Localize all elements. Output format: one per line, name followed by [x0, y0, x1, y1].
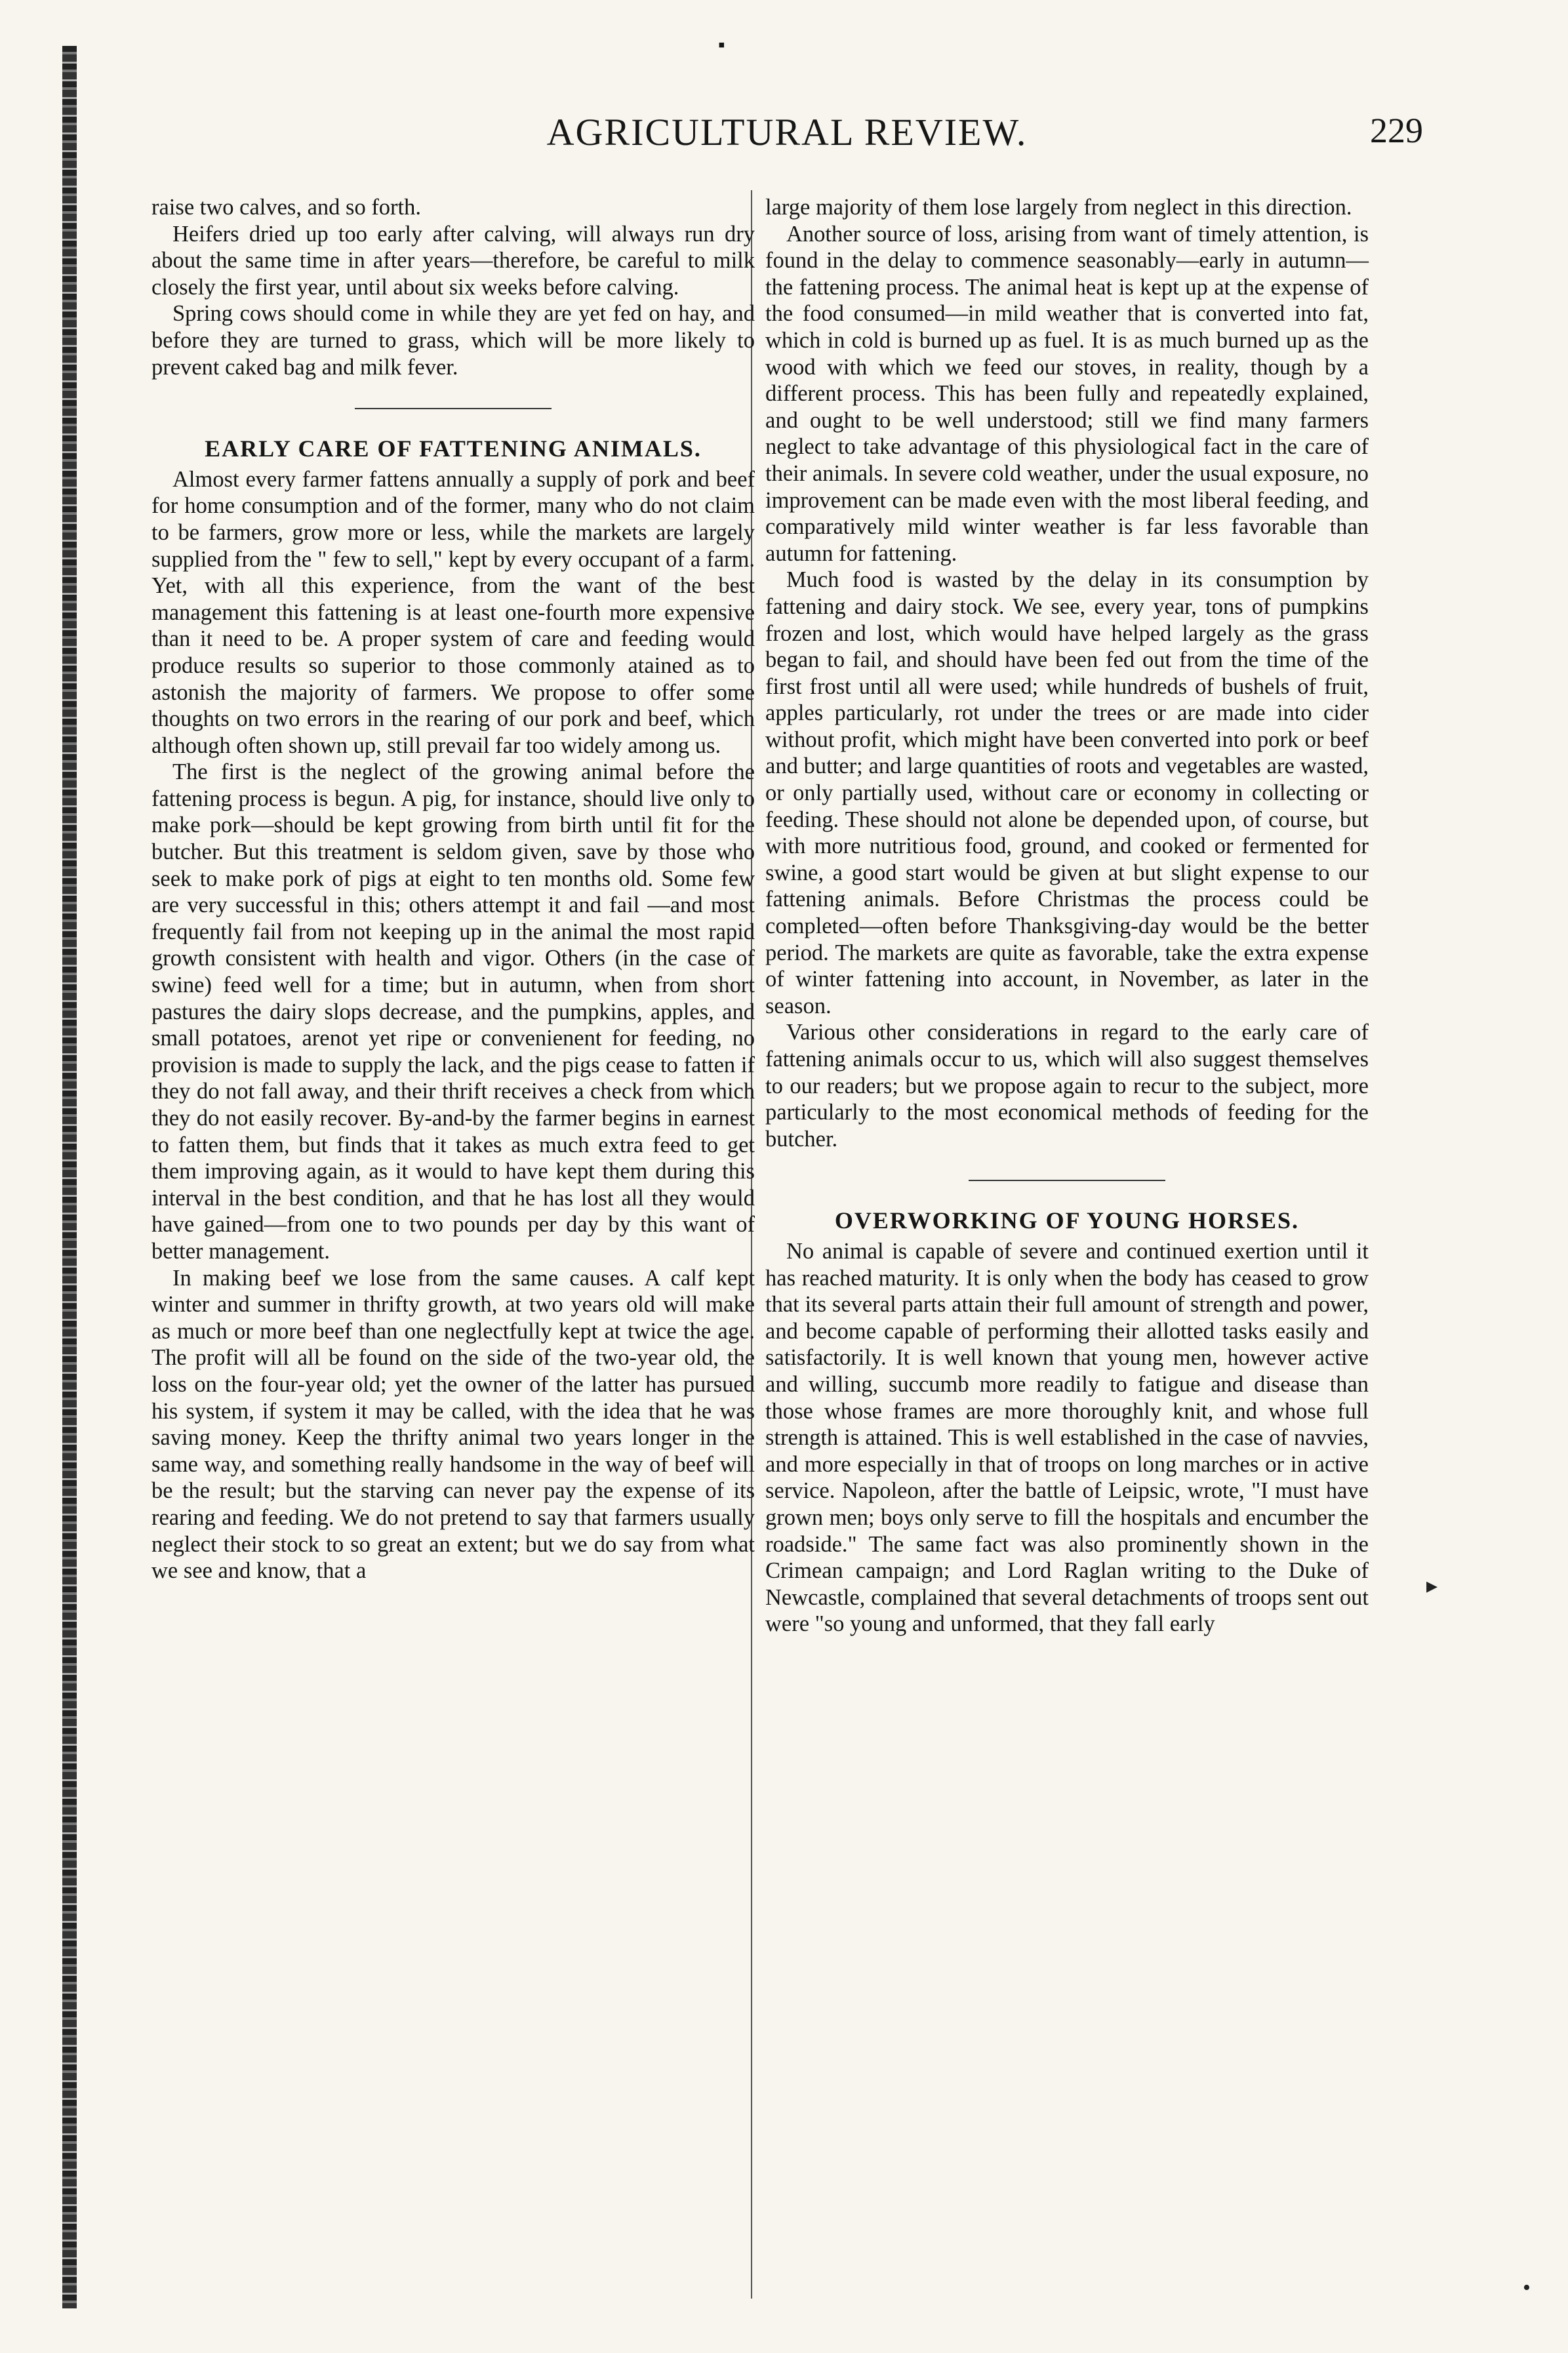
paragraph: Almost every farmer fattens annually a supply of pork and beef for home consumption and of the former, many who do not claim to be farmers, grow more or less, while the markets are largely supplied from the " few to sell," kept by every occupant of a farm. Yet, with all this experience, from the want of the best management this fattening is at least one-fourth more expensive than it need to be. A proper system of care and feeding would produce results so superior to those commonly atained as to astonish the majority of farmers. We propose to offer some thoughts on two errors in the rearing of our pork and beef, which although often shown up, still prevail far too widely among us. — [151, 466, 755, 758]
section-heading-fattening: EARLY CARE OF FATTENING ANIMALS. — [205, 435, 702, 462]
running-title: AGRICULTURAL REVIEW. — [546, 111, 1028, 153]
page-binding-edge — [62, 46, 77, 2308]
paragraph: Spring cows should come in while they are yet fed on hay, and before they are turned to grass, which will be more likely to prevent caked bag and milk fever. — [151, 301, 755, 380]
ink-mark: • — [1523, 2276, 1531, 2300]
paragraph: In making beef we lose from the same causes. A calf kept winter and summer in thrifty growth, at two years old will make as much or more beef than one neglectfully kept at twice the age. The profit will all be found on the side of the two-year old, the loss on the four-year old; yet the owner of the latter has pursued his system, if system it may be called, with the idea that he was saving money. Keep the thrifty animal two years longer in the same way, and something really handsome in the way of beef will be the result; but the starving can never pay the expense of its rearing and feeding. We do not pretend to say that farmers usually neglect their stock to so great an extent; but we do say from what we see and know, that a — [151, 1265, 755, 1584]
paragraph: Various other considerations in regard to the early care of fattening animals occur to us, which will also suggest themselves to our readers; but we propose again to recur to the subject, more particularly to the most economical methods of feeding for the butcher. — [765, 1020, 1369, 1152]
paragraph: No animal is capable of severe and continued exertion until it has reached maturity. It is only when the body has ceased to grow that its several parts attain their full amount of strength and power, and become capable of performing their allotted tasks easily and satisfactorily. It is well known that young men, however active and willing, succumb more readily to fatigue and disease than those whose frames are more thoroughly knit, and whose full strength is attained. This is well established in the case of navvies, and more especially in that of troops on long marches or in active service. Napoleon, after the battle of Leipsic, wrote, "I must have grown men; boys only serve to fill the hospitals and encumber the roadside." The same fact was also prominently shown in the Crimean campaign; and Lord Raglan writing to the Duke of Newcastle, complained that several detachments of troops sent out were "so young and unformed, that they fall early — [765, 1238, 1369, 1637]
paragraph: Much food is wasted by the delay in its consumption by fattening and dairy stock. We see, every year, tons of pumpkins frozen and lost, which would have helped largely as the grass began to fail, and should have been fed out from the time of the first frost until all were used; while hundreds of bushels of fruit, apples particularly, rot under the trees or are made into cider without profit, which might have been converted into pork or beef and butter; and large quantities of roots and vegetables are wasted, or only partially used, without care or economy in collecting or feeding. These should not alone be depended upon, of course, but with more nutritious food, ground, and cooked or fermented for swine, a good start would be given at but slight expense to our fattening animals. Before Christmas the process could be completed—often before Thanksgiving-day would be the better period. The markets are quite as favorable, take the extra expense of winter fattening into account, in November, as later in the season. — [765, 567, 1369, 1018]
ink-speck: ▪ — [718, 34, 725, 56]
section-heading-horses: OVERWORKING OF YOUNG HORSES. — [834, 1207, 1300, 1234]
paragraph: Heifers dried up too early after calving, will always run dry about the same time in after years—therefore, be careful to milk closely the first year, until about six weeks before calving. — [151, 221, 755, 300]
right-column — [765, 194, 1369, 1638]
section-separator — [355, 408, 552, 409]
page-header — [151, 110, 1423, 156]
paragraph: Another source of loss, arising from want of timely attention, is found in the delay to commence seasonably—early in autumn—the fattening process. The animal heat is kept up at the expense of the food consumed—in mild weather that is converted into fat, which in cold is burned up as fuel. It is as much burned up as the wood with which we feed our stoves, in reality, though by a different process. This has been fully and repeatedly explained, and ought to be well understood; still we find many farmers neglect to take advantage of this physiological fact in the care of their animals. In severe cold weather, under the usual exposure, no improvement can be made even with the most liberal feeding, and comparatively mild winter weather is far less favorable than autumn for fattening. — [765, 221, 1369, 566]
paragraph: raise two calves, and so forth. — [151, 195, 422, 220]
page-number: 229 — [1370, 111, 1423, 150]
left-column — [151, 194, 755, 1584]
ink-mark: ▸ — [1426, 1574, 1438, 1598]
paragraph: large majority of them lose largely from neglect in this direction. — [765, 195, 1352, 220]
section-separator — [969, 1180, 1165, 1181]
paragraph: The first is the neglect of the growing animal before the fattening process is begun. A pig, for instance, should live only to make pork—should be kept growing from birth until fit for the butcher. But this treatment is seldom given, save by those who seek to make pork of pigs at eight to ten months old. Some few are very successful in this; others attempt it and fail —and most frequently fail from not keeping up in the animal the most rapid growth consistent with health and vigor. Others (in the case of swine) feed well for a time; but in autumn, when from short pastures the dairy slops decrease, and the pumpkins, apples, and small potatoes, arenot yet ripe or convenienent for feeding, no provision is made to supply the lack, and the pigs cease to fatten if they do not fall away, and their thrift receives a check from which they do not easily recover. By-and-by the farmer begins in earnest to fatten them, but finds that it takes as much extra feed to get them improving again, as it would to have kept them during this interval in the best condition, and that he has lost all they would have gained—from one to two pounds per day by this want of better management. — [151, 759, 755, 1264]
